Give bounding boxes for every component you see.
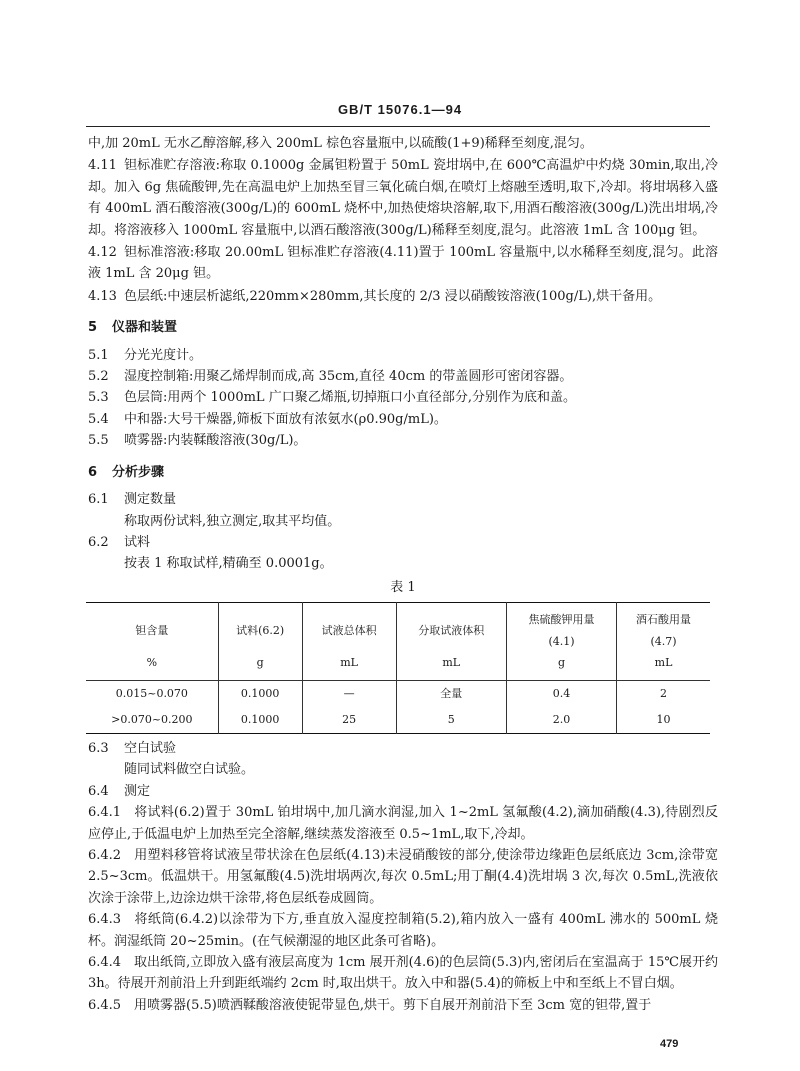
clause-number: 5.3: [88, 390, 109, 406]
table-cell: 0.1000: [218, 680, 302, 707]
table-cell: 2.0: [506, 707, 616, 734]
section-number: 6: [88, 464, 98, 480]
table-cell: 5: [396, 707, 506, 734]
clause-text: 取出纸筒,立即放入盛有液层高度为 1cm 展开剂(4.6)的色层筒(5.3)内,密闭后在室温高于 15℃展开约 3h。待展开剂前沿上升到距纸端约 2cm 时,取出烘干。放入中和器(5.4)的筛板上中和至纸上不冒白烟。: [88, 955, 718, 992]
clause-text: 喷雾器:内装鞣酸溶液(30g/L)。: [124, 433, 307, 449]
clause-4-11: [88, 155, 718, 241]
table-cell: 0.4: [506, 680, 616, 707]
col-header-name: 酒石酸用量: [636, 613, 692, 627]
table-cell: —: [302, 680, 396, 707]
table-row: [86, 680, 710, 707]
col-header: [617, 603, 710, 652]
clause-text: 中和器:大号干燥器,筛板下面放有浓氨水(ρ0.90g/mL)。: [124, 411, 447, 427]
clause-number: 6.4.3: [88, 912, 122, 928]
clause-number: 6.3: [88, 740, 109, 756]
clause-6-3-title: [88, 738, 718, 759]
clause-6-3-text: 随同试料做空白试验。: [124, 762, 255, 778]
col-header-ref: (4.7): [650, 634, 677, 648]
table-row: [86, 707, 710, 734]
clause-6-4-5: [88, 995, 718, 1016]
section-5-heading: [88, 317, 718, 338]
clause-6-2-text: 按表 1 称取试样,精确至 0.0001g。: [124, 556, 333, 572]
clause-6-2-title: [88, 532, 718, 553]
section-title: 仪器和装置: [112, 320, 178, 336]
clause-6-1-text: 称取两份试料,独立测定,取其平均值。: [124, 513, 341, 529]
clause-text: 用塑料移管将试液呈带状涂在色层纸(4.13)未浸硝酸铵的部分,使涂带边缘距色层纸底边 3cm,涂带宽 2.5~3cm。低温烘干。用氢氟酸(4.5)洗坩埚两次,每次 0.5mL;用丁酮(4.4)洗坩埚 3 次,每次 0.5mL,洗液依次涂于涂带上,边涂边烘干涂带,将色层纸卷成圆筒。: [88, 847, 718, 906]
col-header-name: 焦硫酸钾用量: [528, 613, 595, 627]
clause-number: 6.1: [88, 492, 109, 508]
col-unit: mL: [396, 652, 506, 681]
clause-text: 将试料(6.2)置于 30mL 铂坩埚中,加几滴水润湿,加入 1~2mL 氢氟酸(4.2),滴加硝酸(4.3),待剧烈反应停止,于低温电炉上加热至完全溶解,继续蒸发溶液至 0.5~1mL,取下,冷却。: [88, 805, 718, 842]
col-header-ref: (4.1): [548, 634, 575, 648]
clause-number: 6.4.4: [88, 955, 122, 970]
clause-number: 4.11: [88, 158, 117, 174]
clause-text: 湿度控制箱:用聚乙烯焊制而成,高 35cm,直径 40cm 的带盖圆形可密闭容器。: [124, 369, 573, 385]
col-header: [506, 603, 616, 652]
clause-5-3: [88, 387, 718, 408]
clause-text: 用喷雾器(5.5)喷洒鞣酸溶液使铌带显色,烘干。剪下自展开剂前沿下至 3cm 宽的钽带,置于: [134, 997, 652, 1013]
clause-text: 钽标准贮存溶液:称取 0.1000g 金属钽粉置于 50mL 瓷坩埚中,在 600℃高温炉中灼烧 30min,取出,冷却。加入 6g 焦硫酸钾,先在高温电炉上加热至冒三氧化硫白烟,在喷灯上熔融至透明,取下,冷却。将坩埚移入盛有 400mL 酒石酸溶液(300g/L)的 600mL 烧杯中,加热使熔块溶解,取下,用酒石酸溶液(300g/L)洗出坩埚,冷却。将溶液移入 1000mL 容量瓶中,以酒石酸溶液(300g/L)稀释至刻度,混匀。此溶液 1mL 含 100μg 钽。: [88, 158, 718, 238]
clause-number: 5.2: [88, 369, 109, 385]
clause-title: 空白试验: [124, 740, 177, 756]
page-number: 479: [660, 1038, 679, 1050]
table-cell: 10: [617, 707, 710, 734]
section-number: 5: [88, 320, 98, 336]
table-cell: 全量: [396, 680, 506, 707]
table-caption: 表 1: [390, 579, 416, 595]
table-cell: 2: [617, 680, 710, 707]
table-cell: 25: [302, 707, 396, 734]
table-cell: 0.1000: [218, 707, 302, 734]
clause-text: 色层筒:用两个 1000mL 广口聚乙烯瓶,切掉瓶口小直径部分,分别作为底和盖。: [124, 390, 576, 406]
col-unit: mL: [302, 652, 396, 681]
clause-5-2: [88, 366, 718, 387]
clause-text: 色层纸:中速层析滤纸,220mm×280mm,其长度的 2/3 浸以硝酸铵溶液(100g/L),烘干备用。: [124, 288, 662, 304]
clause-6-4-4: [88, 952, 718, 995]
clause-number: 5.1: [88, 347, 109, 363]
clause-4-12: [88, 242, 718, 285]
clause-number: 4.12: [88, 245, 117, 261]
col-header: 分取试液体积: [396, 603, 506, 652]
clause-6-1-title: [88, 489, 718, 510]
clause-6-4-2: [88, 845, 718, 909]
clause-number: 5.4: [88, 411, 109, 427]
clause-4-13: [88, 286, 718, 307]
section-title: 分析步骤: [112, 464, 165, 480]
clause-text: 分光光度计。: [124, 347, 203, 363]
col-header: 试液总体积: [302, 603, 396, 652]
header-rule: [86, 126, 710, 127]
table-cell: >0.070~0.200: [111, 713, 193, 727]
col-header: 试料(6.2): [218, 603, 302, 652]
clause-number: 5.5: [88, 433, 109, 449]
clause-6-4-3: [88, 909, 718, 952]
clause-title: 试料: [124, 534, 151, 550]
clause-5-1: [88, 345, 718, 366]
clause-5-4: [88, 409, 718, 430]
clause-6-4-title: [88, 781, 718, 802]
table-cell: 0.015~0.070: [115, 687, 188, 701]
clause-number: 6.2: [88, 534, 109, 550]
col-unit: g: [218, 652, 302, 681]
paragraph: [88, 133, 718, 154]
data-table: [86, 602, 710, 734]
col-unit: %: [86, 652, 218, 681]
clause-number: 6.4: [88, 783, 109, 799]
clause-text: 钽标准溶液:移取 20.00mL 钽标准贮存溶液(4.11)置于 100mL 容量瓶中,以水稀释至刻度,混匀。此溶液 1mL 含 20μg 钽。: [88, 245, 718, 282]
page-header: GB/T 15076.1—94: [337, 102, 463, 117]
col-header: 钽含量: [135, 623, 169, 637]
clause-number: 6.4.2: [88, 847, 122, 863]
paragraph-text: 中,加 20mL 无水乙醇溶解,移入 200mL 棕色容量瓶中,以硫酸(1+9)稀释至刻度,混匀。: [88, 136, 593, 151]
clause-title: 测定数量: [124, 492, 177, 508]
clause-text: 将纸筒(6.4.2)以涂带为下方,垂直放入湿度控制箱(5.2),箱内放入一盛有 400mL 沸水的 500mL 烧杯。润湿纸筒 20~25min。(在气候潮湿的地区此条可省略)。: [88, 912, 718, 949]
clause-title: 测定: [124, 783, 151, 799]
clause-number: 6.4.5: [88, 997, 122, 1013]
table-header-row: [86, 603, 710, 652]
document-body: [88, 133, 718, 1016]
col-unit: g: [506, 652, 616, 681]
clause-6-4-1: [88, 802, 718, 845]
clause-number: 6.4.1: [88, 805, 122, 821]
section-6-heading: [88, 462, 718, 483]
clause-number: 4.13: [88, 288, 117, 304]
clause-5-5: [88, 430, 718, 451]
table-unit-row: [86, 652, 710, 681]
col-unit: mL: [617, 652, 710, 681]
